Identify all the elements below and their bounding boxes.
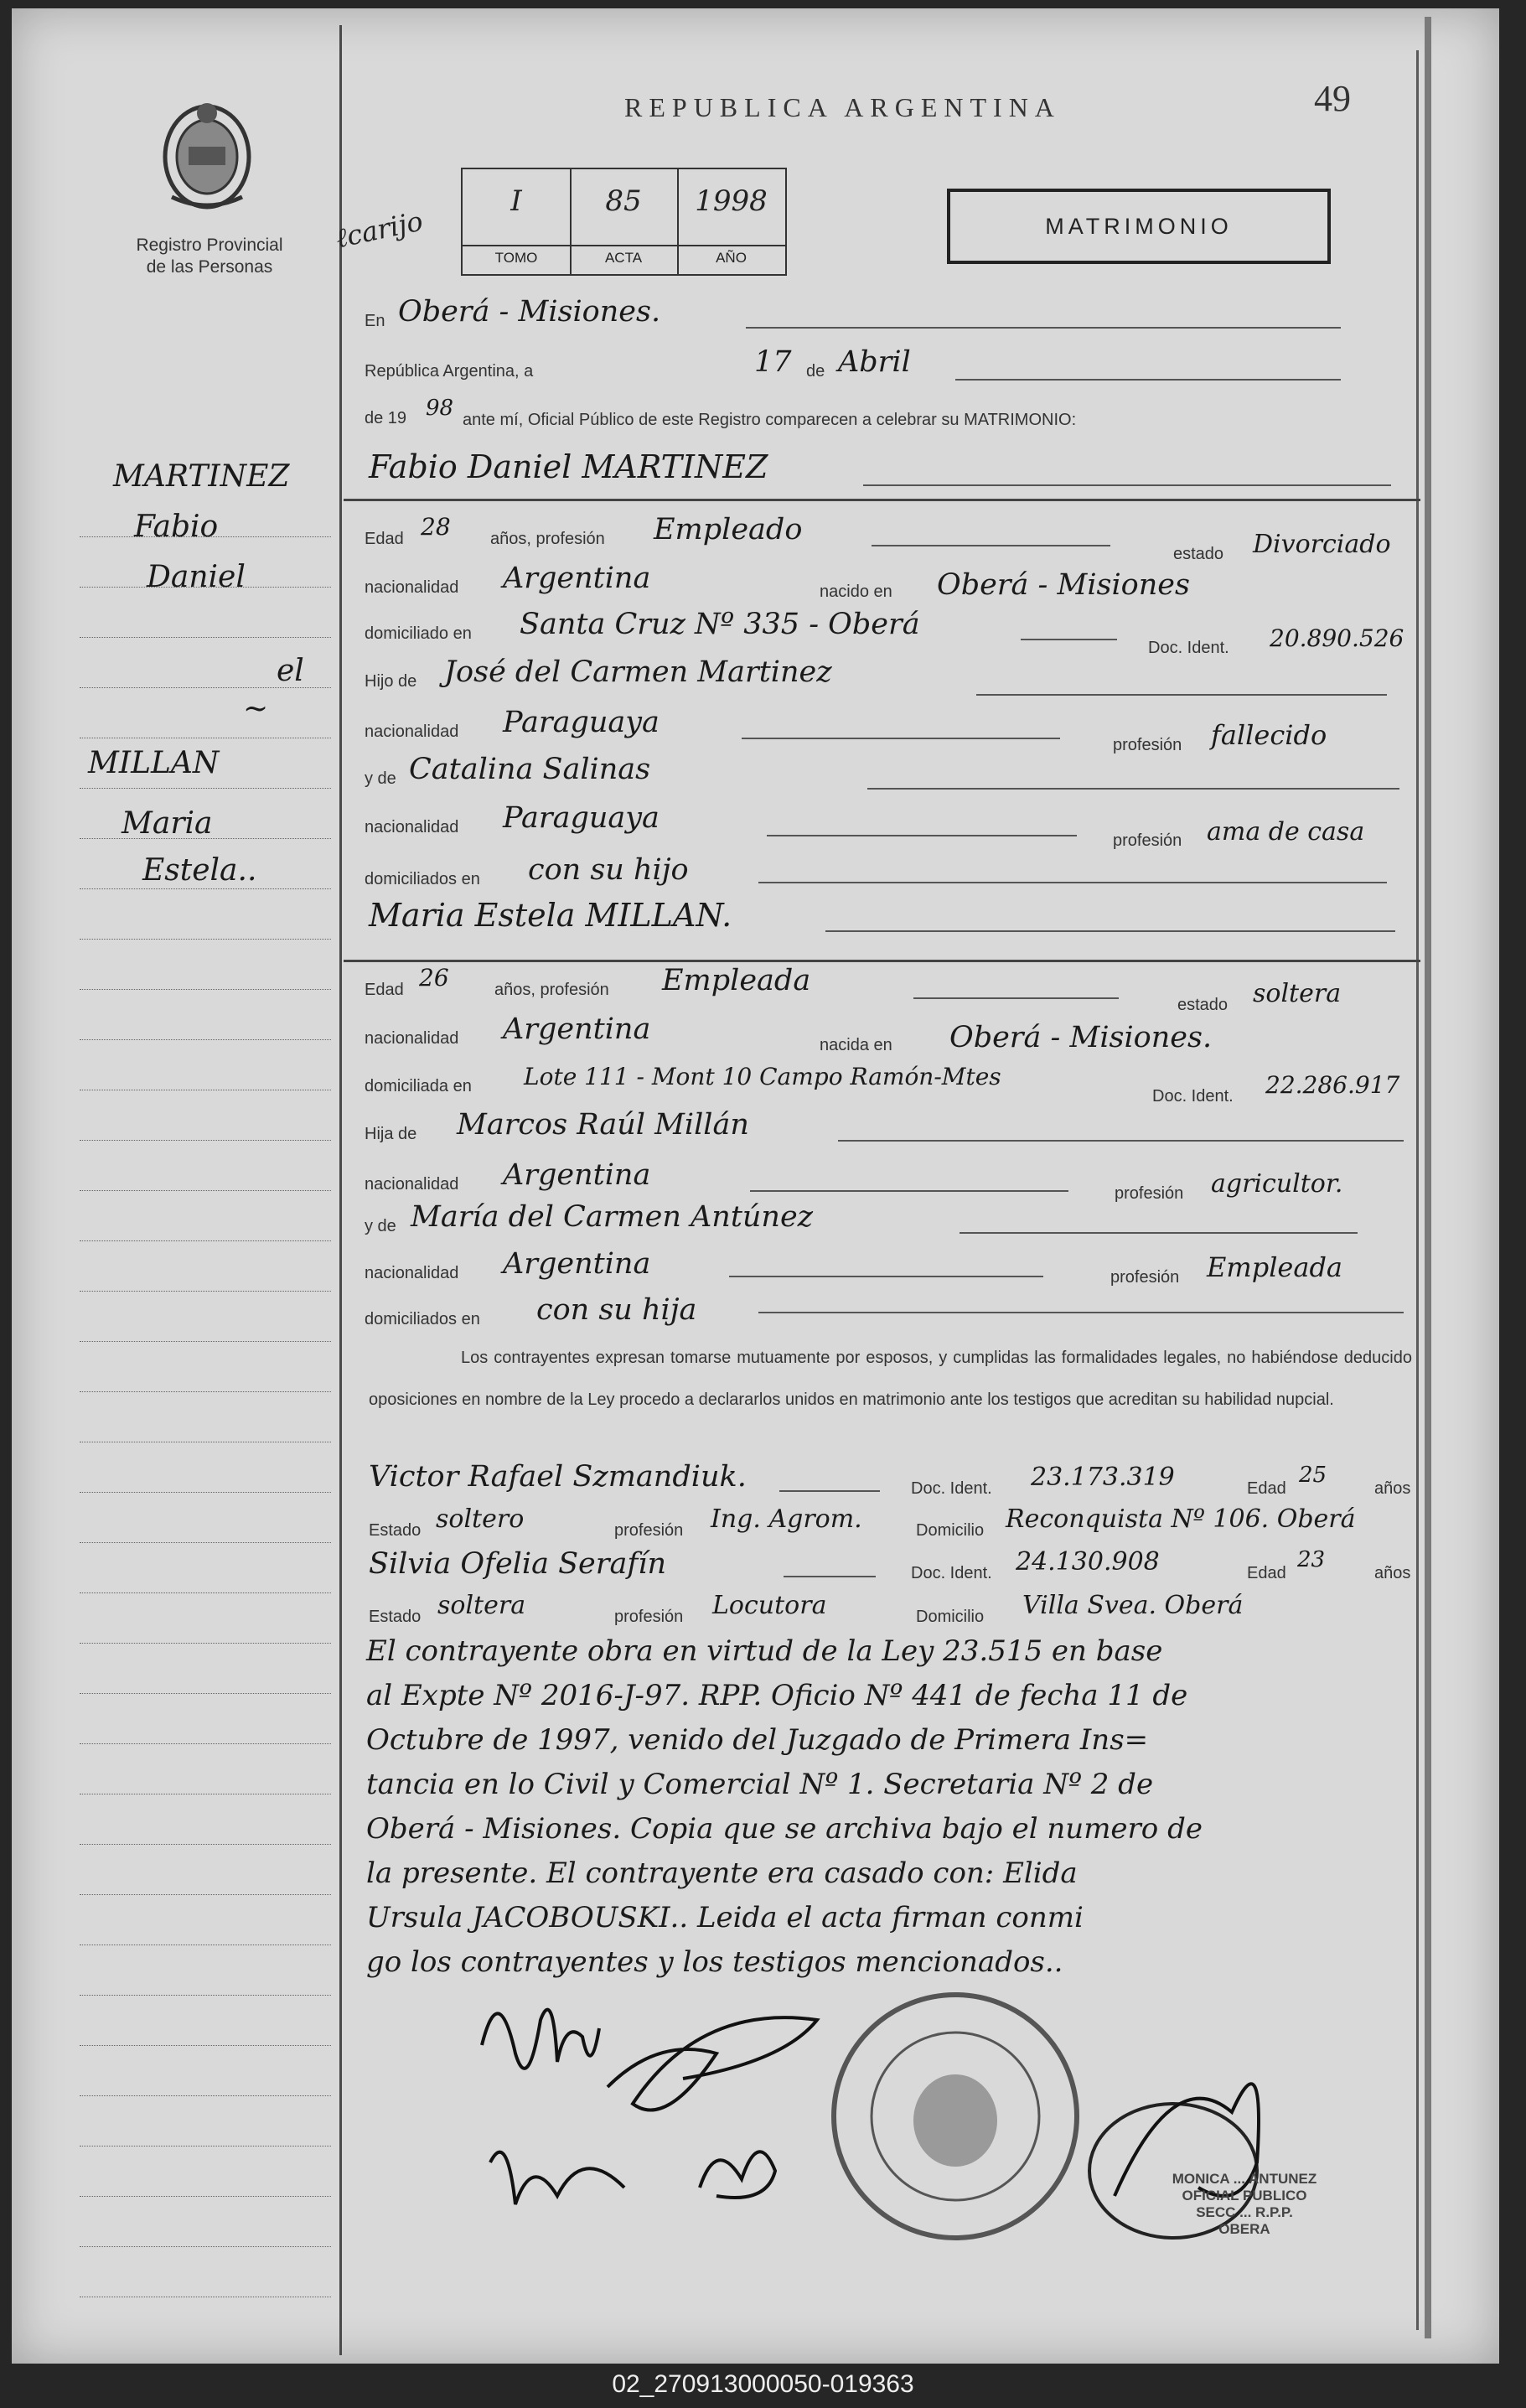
witness2-profesion-label: profesión — [614, 1608, 684, 1626]
groom-nac-padre-label: nacionalidad — [365, 722, 459, 741]
signature-groom — [482, 2010, 599, 2069]
bride-dom-padres-label: domiciliados en — [365, 1310, 480, 1328]
bride-edad: 26 — [419, 964, 449, 992]
margin-groom-surname: MARTINEZ — [113, 459, 290, 494]
bride-nacionalidad-label: nacionalidad — [365, 1029, 459, 1048]
groom-profesion-label: años, profesión — [490, 530, 605, 548]
bride-padre: Marcos Raúl Millán — [457, 1108, 749, 1142]
officer-city: OBERA — [1218, 2221, 1270, 2237]
witness2-edad-label: Edad — [1247, 1564, 1286, 1582]
registry-title: Registro Provincial de las Personas — [136, 236, 283, 277]
tomo-value: I — [510, 184, 522, 218]
groom-edad-label: Edad — [365, 530, 404, 548]
witness2-name: Silvia Ofelia Serafín — [369, 1547, 667, 1581]
officer-stamp — [1077, 2171, 1412, 2238]
record-type-box: MATRIMONIO — [947, 189, 1331, 264]
tomo-cell — [463, 169, 572, 274]
bride-prof-padre: agricultor. — [1211, 1169, 1343, 1199]
witness1-anos-label: años — [1374, 1479, 1411, 1498]
witness1-doc-label: Doc. Ident. — [911, 1479, 992, 1498]
bride-doc: 22.286.917 — [1265, 1071, 1400, 1099]
note-line: tancia en lo Civil y Comercial Nº 1. Secretaria Nº 2 de — [366, 1768, 1154, 1801]
groom-padre: José del Carmen Martinez — [444, 655, 832, 689]
witness1-doc: 23.173.319 — [1031, 1463, 1175, 1492]
record-reference-box — [461, 168, 787, 276]
groom-nacido-label: nacido en — [820, 583, 892, 601]
groom-edad: 28 — [421, 513, 451, 541]
witness2-domicilio-label: Domicilio — [916, 1608, 985, 1626]
page-edge — [1425, 17, 1431, 2338]
groom-madre: Catalina Salinas — [409, 753, 651, 786]
groom-domicilio-label: domiciliado en — [365, 624, 472, 643]
groom-prof-padre-label: profesión — [1113, 736, 1182, 754]
groom-nac-madre: Paraguaya — [503, 801, 660, 835]
bride-full-name: Maria Estela MILLAN. — [369, 897, 732, 934]
groom-nac-madre-label: nacionalidad — [365, 818, 459, 836]
groom-prof-padre: fallecido — [1211, 719, 1327, 751]
bride-nacida-label: nacida en — [820, 1036, 892, 1054]
witness2-estado: soltera — [437, 1591, 526, 1620]
witness2-profesion: Locutora — [712, 1591, 827, 1620]
bride-domicilio-label: domiciliada en — [365, 1077, 472, 1095]
witness2-anos-label: años — [1374, 1564, 1411, 1582]
ano-label: AÑO — [677, 245, 785, 273]
republica-label: República Argentina, a — [365, 362, 534, 381]
groom-hijo-label: Hijo de — [365, 672, 417, 691]
footer-identifier: 02_270913000050-019363 — [612, 2370, 914, 2398]
groom-dom-padres: con su hijo — [528, 853, 689, 887]
witness1-domicilio-label: Domicilio — [916, 1521, 985, 1540]
witness1-estado: soltero — [436, 1504, 525, 1534]
witness1-name: Victor Rafael Szmandiuk. — [369, 1460, 747, 1494]
en-label: En — [365, 312, 385, 330]
witness1-profesion-label: profesión — [614, 1521, 684, 1540]
bride-dom-padres: con su hija — [536, 1293, 697, 1327]
bride-estado: soltera — [1253, 979, 1342, 1008]
groom-madre-label: y de — [365, 769, 396, 788]
margin-bride-name2: Estela.. — [142, 853, 257, 888]
year-suffix: 98 — [426, 396, 454, 421]
statement-text: ante mí, Oficial Público de este Registro comparecen a celebrar su MATRIMONIO: — [463, 411, 1077, 429]
groom-prof-madre-label: profesión — [1113, 831, 1182, 850]
bride-madre-label: y de — [365, 1217, 396, 1235]
bride-hija-label: Hija de — [365, 1125, 417, 1143]
witness1-profesion: Ing. Agrom. — [711, 1504, 862, 1534]
margin-tilde: ~ — [243, 691, 269, 726]
bride-profesion-label: años, profesión — [494, 981, 609, 999]
margin-divider — [339, 25, 342, 2355]
bride-estado-label: estado — [1177, 996, 1229, 1014]
acta-value: 85 — [605, 184, 642, 218]
note-line: Oberá - Misiones. Copia que se archiva bajo el numero de — [366, 1812, 1203, 1846]
tomo-label: TOMO — [463, 245, 570, 273]
groom-estado: Divorciado — [1253, 530, 1391, 559]
side-note: ℓcarijo — [333, 205, 426, 255]
groom-profesion: Empleado — [654, 513, 803, 546]
bride-nac-madre: Argentina — [503, 1247, 651, 1281]
margin-bride-name1: Maria — [122, 806, 213, 841]
bride-nac-padre: Argentina — [503, 1158, 651, 1192]
groom-nacionalidad-label: nacionalidad — [365, 578, 459, 597]
groom-doc: 20.890.526 — [1270, 624, 1404, 652]
margin-bride-surname: MILLAN — [88, 746, 220, 780]
acta-label: ACTA — [570, 245, 677, 273]
year-prefix: de 19 — [365, 409, 407, 427]
bride-nacida: Oberá - Misiones. — [949, 1021, 1213, 1054]
officer-title: OFICIAL PUBLICO — [1182, 2188, 1307, 2203]
officer-office: SECC ... R.P.P. — [1196, 2204, 1293, 2220]
official-seal-stamp — [825, 1986, 1085, 2246]
bride-prof-madre-label: profesión — [1110, 1268, 1180, 1287]
bride-nacionalidad: Argentina — [503, 1012, 651, 1046]
page-number: 49 — [1314, 78, 1351, 119]
bride-madre: María del Carmen Antúnez — [411, 1200, 814, 1234]
day-value: 17 — [754, 345, 792, 379]
groom-domicilio: Santa Cruz Nº 335 - Oberá — [520, 608, 920, 641]
witness1-edad: 25 — [1299, 1463, 1327, 1488]
declaration-text: Los contrayentes expresan tomarse mutuamente por esposos, y cumplidas las formalidades legales, no habiéndose deducido oposiciones en nombre de la Ley procedo a declararlos unidos en matrimonio ante los testigos que acreditan su habilidad nupcial. — [369, 1349, 1412, 1409]
witness2-doc-label: Doc. Ident. — [911, 1564, 992, 1582]
place-value: Oberá - Misiones. — [398, 295, 661, 329]
note-line: Octubre de 1997, venido del Juzgado de Primera Ins= — [366, 1723, 1149, 1757]
month-value: Abril — [838, 345, 911, 379]
groom-prof-madre: ama de casa — [1207, 817, 1365, 847]
officer-name: MONICA ... ANTUNEZ — [1172, 2171, 1317, 2187]
groom-nacido: Oberá - Misiones — [937, 568, 1190, 602]
note-line: Ursula JACOBOUSKI.. Leida el acta firman conmi — [366, 1901, 1084, 1934]
signature-bride — [490, 2152, 624, 2204]
bride-profesion: Empleada — [662, 964, 811, 997]
witness2-estado-label: Estado — [369, 1608, 422, 1626]
right-rule — [1416, 50, 1419, 2330]
coat-of-arms-icon — [155, 96, 260, 214]
signature-witness2 — [700, 2152, 775, 2198]
bride-prof-padre-label: profesión — [1115, 1184, 1184, 1203]
groom-full-name: Fabio Daniel MARTINEZ — [369, 448, 768, 485]
note-line: al Expte Nº 2016-J-97. RPP. Oficio Nº 441 de fecha 11 de — [366, 1679, 1188, 1712]
bride-nac-padre-label: nacionalidad — [365, 1175, 459, 1194]
witness2-doc: 24.130.908 — [1016, 1547, 1160, 1577]
bride-edad-label: Edad — [365, 981, 404, 999]
note-line: El contrayente obra en virtud de la Ley 23.515 en base — [366, 1634, 1163, 1668]
bride-domicilio: Lote 111 - Mont 10 Campo Ramón-Mtes — [524, 1063, 1001, 1090]
ano-cell — [677, 169, 785, 274]
groom-nac-padre: Paraguaya — [503, 706, 660, 739]
margin-groom-name2: Daniel — [147, 560, 246, 594]
signature-witness1 — [608, 2017, 817, 2110]
note-line: la presente. El contrayente era casado con: Elida — [366, 1856, 1078, 1890]
groom-doc-label: Doc. Ident. — [1148, 639, 1229, 657]
margin-conjunction: el — [277, 654, 304, 688]
margin-groom-name1: Fabio — [134, 510, 219, 544]
witness1-estado-label: Estado — [369, 1521, 422, 1540]
groom-nacionalidad: Argentina — [503, 562, 651, 595]
bride-prof-madre: Empleada — [1207, 1251, 1342, 1283]
groom-estado-label: estado — [1173, 545, 1224, 563]
note-line: go los contrayentes y los testigos mencionados.. — [366, 1945, 1063, 1979]
witness1-domicilio: Reconquista Nº 106. Oberá — [1006, 1504, 1356, 1534]
header-title: REPUBLICA ARGENTINA — [624, 92, 1061, 122]
acta-cell — [570, 169, 679, 274]
witness2-edad: 23 — [1297, 1547, 1326, 1572]
ano-value: 1998 — [695, 184, 768, 218]
witness1-edad-label: Edad — [1247, 1479, 1286, 1498]
bride-doc-label: Doc. Ident. — [1152, 1087, 1234, 1106]
witness2-domicilio: Villa Svea. Oberá — [1022, 1591, 1244, 1620]
groom-dom-padres-label: domiciliados en — [365, 870, 480, 888]
de-label: de — [806, 362, 825, 381]
bride-nac-madre-label: nacionalidad — [365, 1264, 459, 1282]
